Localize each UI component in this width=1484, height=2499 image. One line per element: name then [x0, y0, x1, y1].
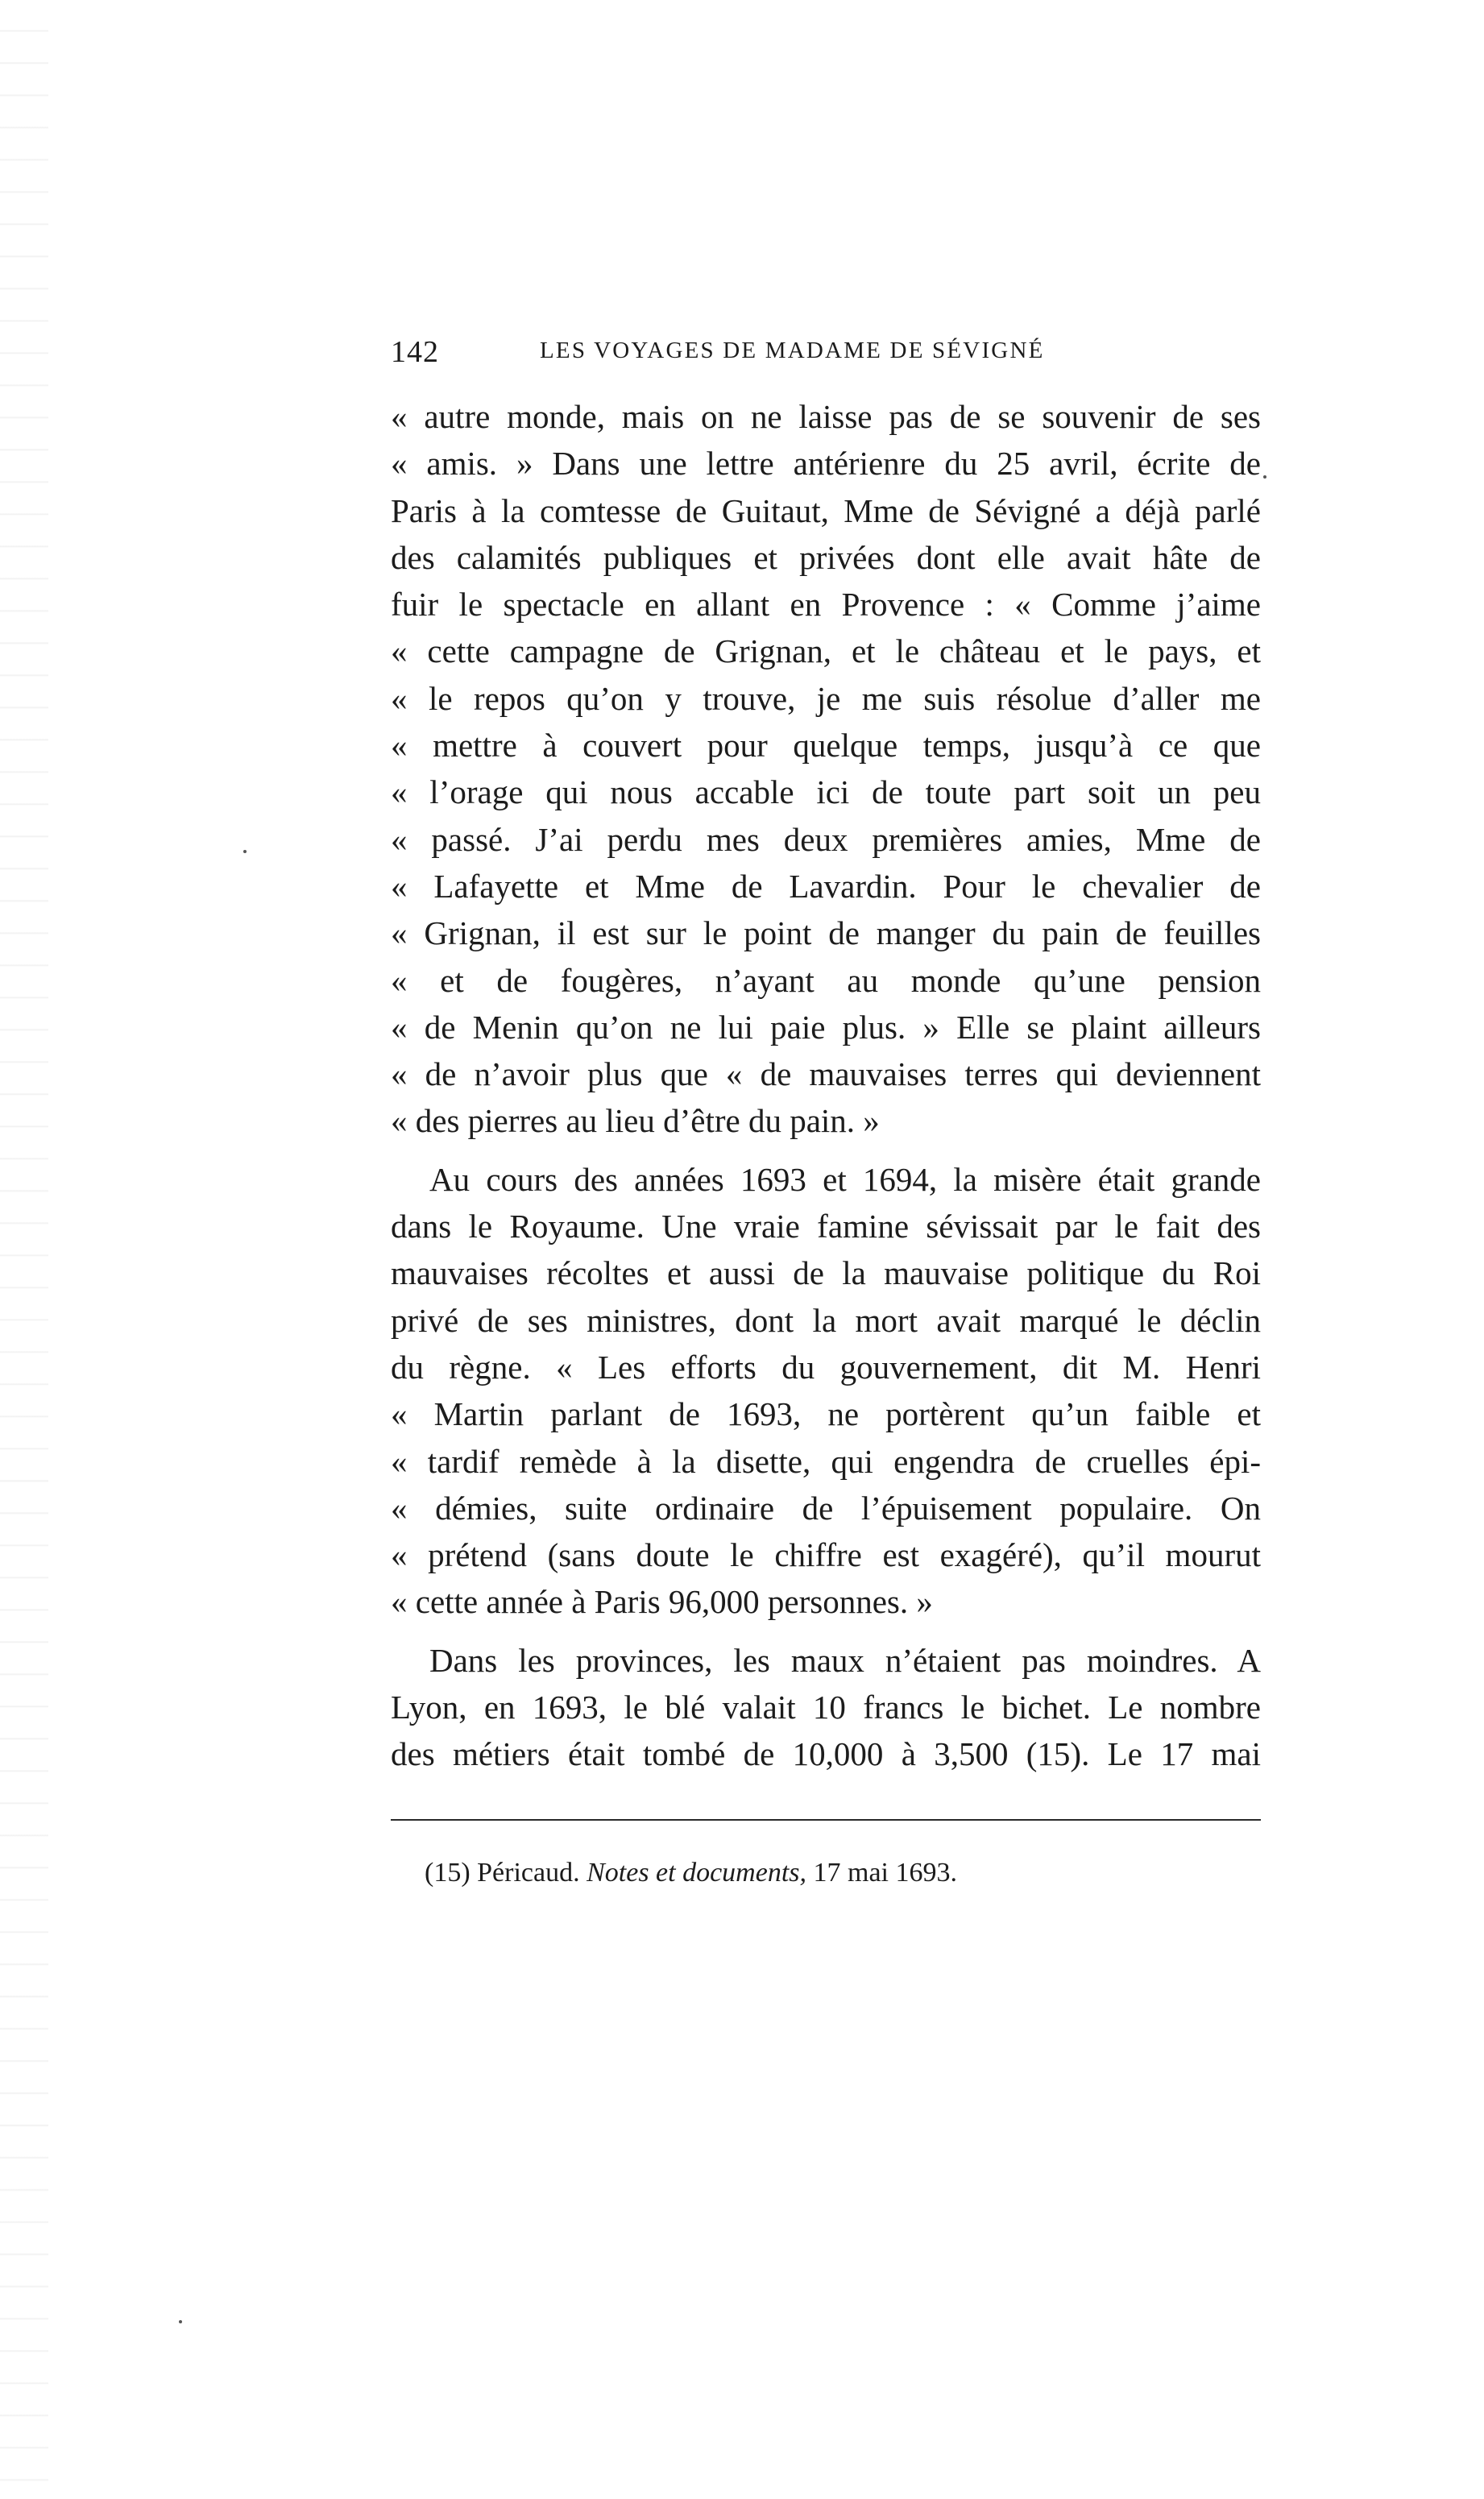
text-line: « Lafayette et Mme de Lavardin. Pour le chevalier de	[391, 867, 1261, 905]
text-line: des calamités publiques et privées dont elle avait hâte de	[391, 538, 1261, 576]
text-line: du règne. « Les efforts du gouvernement, dit M. Henri	[391, 1348, 1261, 1386]
text-line: « de n’avoir plus que « de mauvaises terres qui deviennent	[391, 1055, 1261, 1093]
text-line: « mettre à couvert pour quelque temps, jusqu’à ce que	[391, 727, 1261, 765]
text-line: « de Menin qu’on ne lui paie plus. » Elle se plaint ailleurs	[391, 1008, 1261, 1046]
running-title: LES VOYAGES DE MADAME DE SÉVIGNÉ	[540, 338, 1045, 363]
page-number: 142	[391, 335, 439, 369]
text-line: « démies, suite ordinaire de l’épuisement populaire. On	[391, 1489, 1261, 1527]
text-line: des métiers était tombé de 10,000 à 3,500 (15). Le 17 mai	[391, 1735, 1261, 1773]
text-line: « et de fougères, n’ayant au monde qu’une pension	[391, 961, 1261, 999]
scan-edge-artifact	[0, 0, 48, 2499]
text-line: fuir le spectacle en allant en Provence : « Comme j’aime	[391, 586, 1261, 624]
paragraph-3	[391, 1637, 1261, 1778]
text-line: « le repos qu’on y trouve, je me suis résolue d’aller me	[391, 679, 1261, 717]
text-line: « amis. » Dans une lettre antérienre du 25 avril, écrite de	[391, 445, 1261, 483]
text-line: dans le Royaume. Une vraie famine sévissait par le fait des	[391, 1208, 1261, 1245]
footnote-date: 17 mai 1693.	[813, 1858, 957, 1888]
running-head	[391, 334, 1261, 375]
body-text	[391, 393, 1261, 1778]
footnote	[425, 1853, 1230, 1893]
text-line: « passé. J’ai perdu mes deux premières amies, Mme de	[391, 820, 1261, 858]
footnote-rule	[391, 1819, 1261, 1821]
text-line: « des pierres au lieu d’être du pain. »	[391, 1102, 880, 1140]
text-line: « Martin parlant de 1693, ne portèrent qu’un faible et	[391, 1395, 1261, 1433]
text-line: « autre monde, mais on ne laisse pas de se souvenir de ses	[391, 398, 1261, 435]
text-line: Au cours des années 1693 et 1694, la misère était grande	[429, 1160, 1261, 1198]
scan-speck	[1263, 475, 1266, 479]
paragraph-1	[391, 393, 1261, 1145]
footnote-source-title: Notes et documents,	[587, 1858, 807, 1888]
text-line: Lyon, en 1693, le blé valait 10 francs le bichet. Le nombre	[391, 1689, 1261, 1726]
text-line: « cette année à Paris 96,000 personnes. »	[391, 1583, 933, 1621]
footnote-marker: (15) Péricaud.	[425, 1858, 580, 1888]
text-line: « l’orage qui nous accable ici de toute part soit un peu	[391, 773, 1261, 811]
text-line: « cette campagne de Grignan, et le château et le pays, et	[391, 632, 1261, 670]
text-line: « tardif remède à la disette, qui engendra de cruelles épi-	[391, 1442, 1261, 1480]
text-line: « prétend (sans doute le chiffre est exagéré), qu’il mourut	[391, 1536, 1261, 1574]
text-line: Dans les provinces, les maux n’étaient pas moindres. A	[429, 1641, 1261, 1679]
scan-speck	[179, 2320, 182, 2323]
text-line: Paris à la comtesse de Guitaut, Mme de Sévigné a déjà parlé	[391, 491, 1261, 529]
scan-speck	[243, 850, 247, 853]
paragraph-2	[391, 1156, 1261, 1626]
text-line: privé de ses ministres, dont la mort avait marqué le déclin	[391, 1301, 1261, 1339]
text-line: « Grignan, il est sur le point de manger du pain de feuilles	[391, 914, 1261, 952]
text-line: mauvaises récoltes et aussi de la mauvaise politique du Roi	[391, 1254, 1261, 1292]
